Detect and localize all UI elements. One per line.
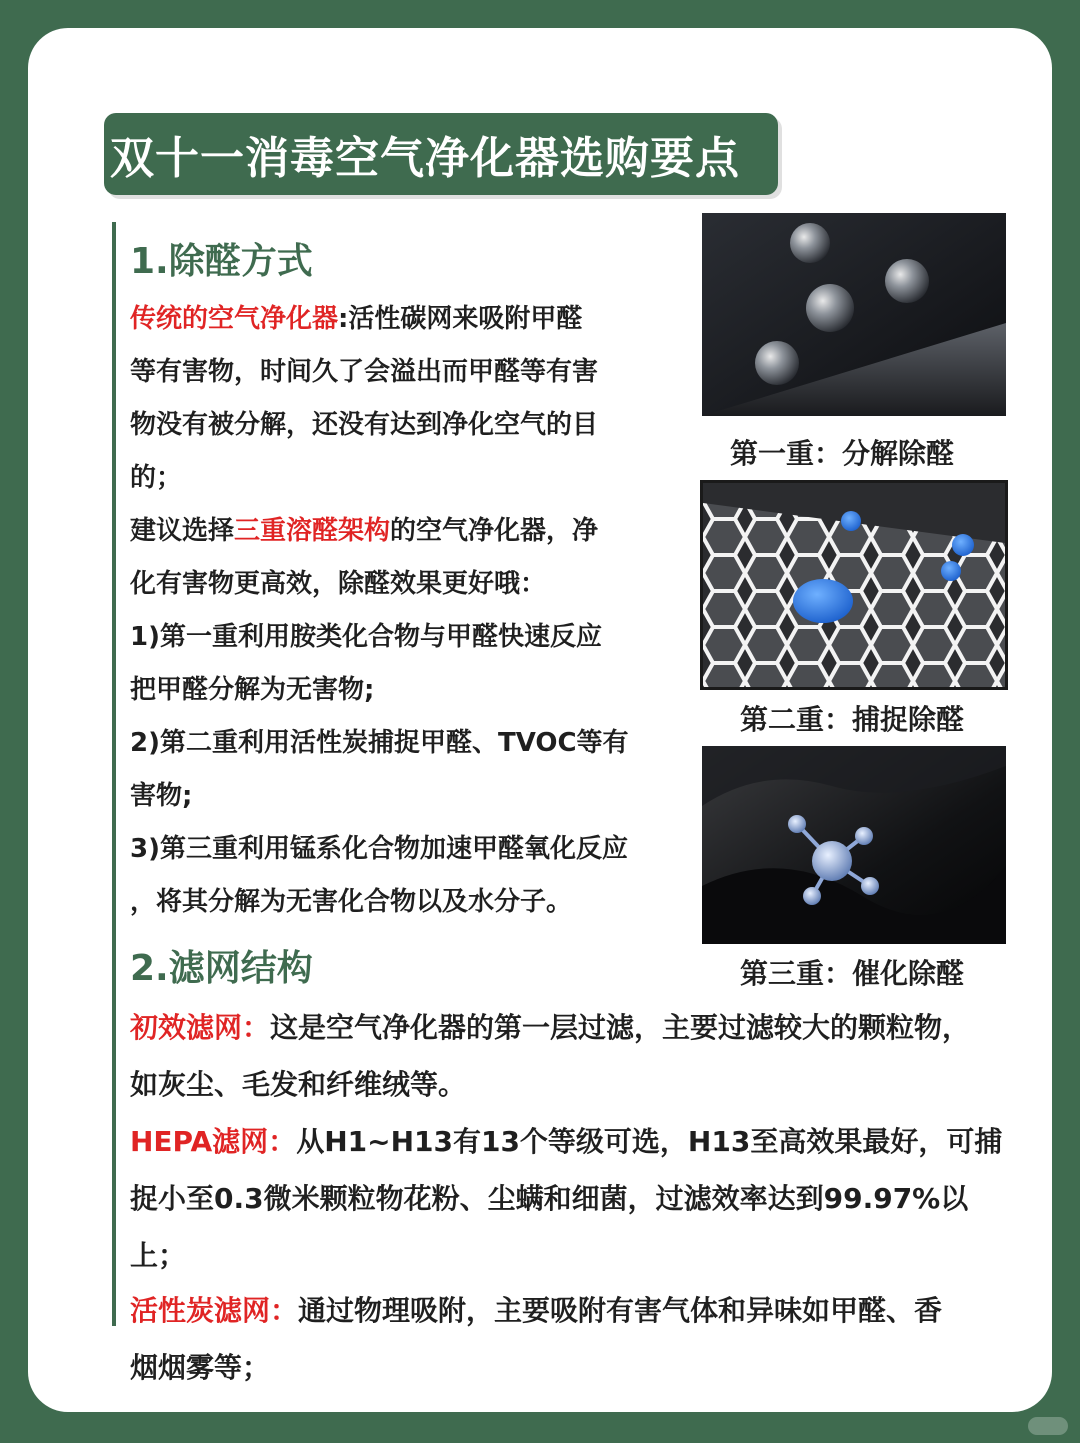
body-text: :活性碳网来吸附甲醛 — [338, 304, 583, 334]
figure-caption-3: 第三重：催化除醛 — [740, 957, 965, 990]
s1-line-9: 2)第二重利用活性炭捕捉甲醛、TVOC等有 — [130, 728, 629, 758]
body-text: 从H1~H13有13个等级可选，H13至高效果最好，可捕 — [296, 1125, 1003, 1158]
s1-line-5 — [130, 510, 598, 547]
s1-line-8: 把甲醛分解为无害物; — [130, 675, 375, 705]
body-text: 建议选择 — [130, 516, 235, 546]
s1-line-10: 害物; — [130, 781, 193, 811]
body-text: 这是空气净化器的第一层过滤，主要过滤较大的颗粒物， — [270, 1011, 971, 1044]
s1-line-11: 3)第三重利用锰系化合物加速甲醛氧化反应 — [130, 834, 628, 864]
s2-line-4: 捉小至0.3微米颗粒物花粉、尘螨和细菌，过滤效率达到99.97%以 — [130, 1182, 969, 1215]
s2-line-1 — [130, 1006, 970, 1046]
molecule-spheres-image — [702, 213, 1006, 416]
figure-caption-2: 第二重：捕捉除醛 — [740, 703, 965, 736]
page-title: 双十一消毒空气净化器选购要点 — [110, 133, 740, 184]
section-heading-filter: 2.滤网结构 — [130, 948, 313, 989]
watermark-badge — [1028, 1417, 1068, 1435]
s2-line-6 — [130, 1289, 942, 1329]
s1-line-4: 的； — [130, 463, 183, 493]
s1-line-3: 物没有被分解，还没有达到净化空气的目 — [130, 410, 599, 440]
honeycomb-filter-image — [700, 480, 1008, 690]
s1-line-7: 1)第一重利用胺类化合物与甲醛快速反应 — [130, 622, 602, 652]
highlight-text: 三重溶醛架构 — [234, 516, 391, 546]
s2-line-2: 如灰尘、毛发和纤维绒等。 — [130, 1068, 467, 1101]
body-text: 通过物理吸附，主要吸附有害气体和异味如甲醛、香 — [298, 1294, 943, 1327]
s1-line-2: 等有害物，时间久了会溢出而甲醛等有害 — [130, 357, 599, 387]
s1-line-6: 化有害物更高效，除醛效果更好哦： — [130, 569, 547, 599]
s2-line-5: 上； — [130, 1239, 187, 1272]
highlight-text: 传统的空气净化器 — [130, 304, 339, 334]
catalyst-molecule-image — [702, 746, 1006, 944]
s1-line-12: ，将其分解为无害化合物以及水分子。 — [130, 887, 573, 917]
highlight-text: HEPA滤网： — [130, 1125, 297, 1158]
s2-line-7: 烟烟雾等； — [130, 1351, 271, 1384]
s1-line-1 — [130, 298, 582, 335]
title-banner — [104, 113, 778, 195]
highlight-text: 活性炭滤网： — [130, 1294, 299, 1327]
left-accent-rule — [112, 222, 116, 1326]
section-heading-formaldehyde: 1.除醛方式 — [130, 241, 313, 282]
article-card — [28, 28, 1052, 1412]
figure-caption-1: 第一重：分解除醛 — [730, 437, 955, 470]
highlight-text: 初效滤网： — [130, 1011, 271, 1044]
body-text: 的空气净化器，净 — [390, 516, 599, 546]
s2-line-3 — [130, 1120, 1002, 1160]
